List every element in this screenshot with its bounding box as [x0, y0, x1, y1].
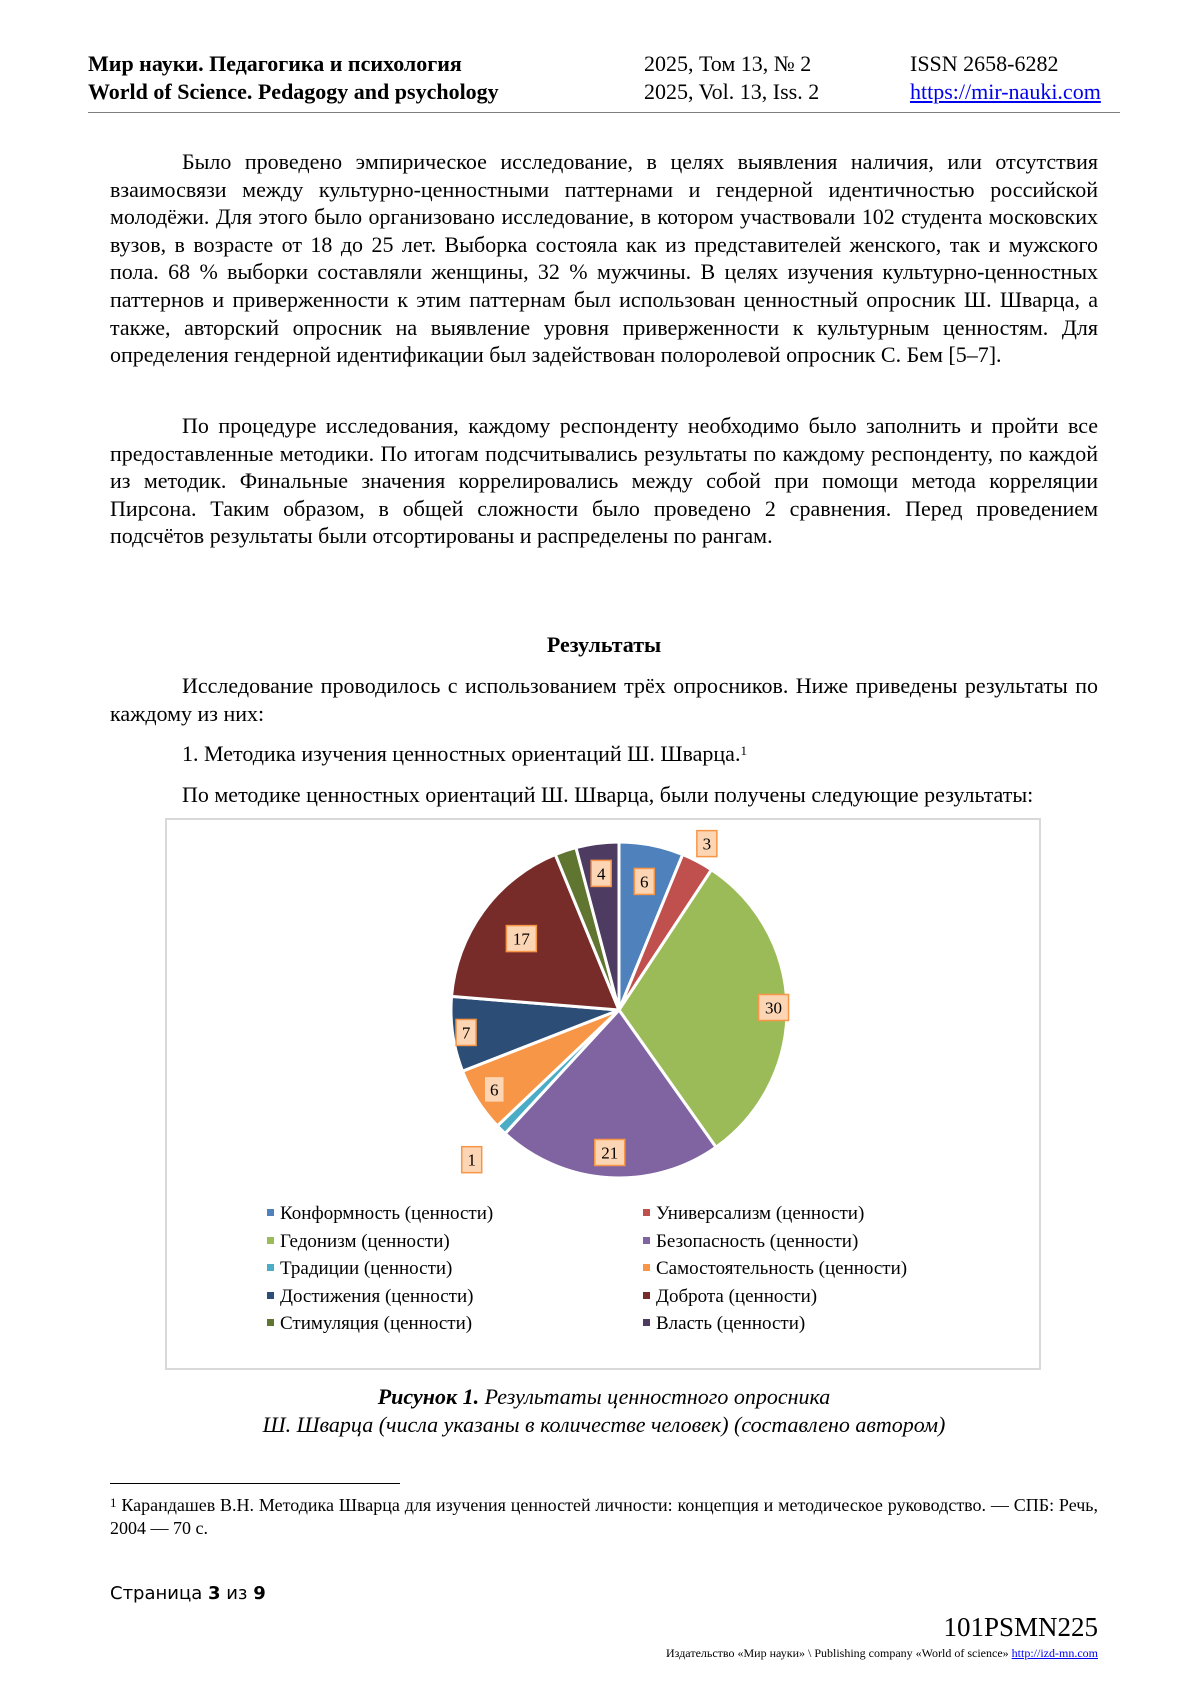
- legend-label: Власть (ценности): [656, 1313, 806, 1334]
- legend-swatch: [267, 1292, 274, 1299]
- data-label-text: 17: [512, 929, 530, 949]
- pie-data-label: [506, 926, 536, 952]
- data-label-text: 30: [765, 998, 783, 1018]
- legend-label: Стимуляция (ценности): [280, 1313, 473, 1334]
- pie-data-label: [634, 868, 654, 894]
- data-label-text: 3: [702, 834, 712, 854]
- footnote-number: 1: [110, 1495, 117, 1510]
- legend-item: [643, 1285, 817, 1309]
- legend-swatch: [267, 1264, 274, 1271]
- data-label-text: 7: [461, 1023, 471, 1043]
- pie-data-label: [456, 1019, 476, 1045]
- issue-ru: 2025, Том 13, № 2: [644, 51, 812, 76]
- legend-label: Традиции (ценности): [280, 1258, 453, 1279]
- publisher-line: [666, 1646, 1098, 1661]
- journal-title-ru: Мир науки. Педагогика и психология: [88, 51, 462, 76]
- page-number: [110, 1583, 266, 1604]
- paragraph-method: Было проведено эмпирическое исследование, в целях выявления наличия, или отсутствия взаимосвязи между культурно-ценностными паттернами и гендерной идентичностью российской молодёжи. Для этого было организовано исследование, в котором участвовали 102 студента московских вузов, в возрасте от 18 до 25 лет. Выборка состояла как из представителей женского, так и мужского пола. 68 % выборки составляли женщины, 32 % мужчины. В целях изучения культурно-ценностных паттернов и приверженности к этим паттернам был использован ценностный опросник Ш. Шварца, а также, авторский опросник на выявление уровня приверженности к культурным ценностям. Для определения гендерной идентификации был задействован полоролевой опросник С. Бем [5–7].: [110, 149, 1098, 368]
- list-item-method-1: [110, 740, 1098, 768]
- legend-item: [267, 1312, 472, 1336]
- data-label-text: 6: [640, 872, 649, 892]
- legend-item: [267, 1202, 493, 1226]
- journal-title: [88, 50, 499, 106]
- footnote-reference[interactable]: 1: [740, 743, 747, 758]
- legend-swatch: [643, 1319, 650, 1326]
- pie-data-label: [697, 831, 717, 857]
- legend-swatch: [643, 1292, 650, 1299]
- issn: ISSN 2658-6282: [910, 51, 1059, 76]
- legend-swatch: [267, 1319, 274, 1326]
- pie-data-label: [595, 1140, 625, 1166]
- legend-item: [643, 1312, 805, 1336]
- legend-swatch: [267, 1237, 274, 1244]
- article-code: 101PSMN225: [943, 1612, 1098, 1642]
- footnote-divider: [110, 1483, 400, 1484]
- figure-caption: [110, 1383, 1098, 1439]
- legend-label: Безопасность (ценности): [656, 1230, 859, 1252]
- caption-line-1: Результаты ценностного опросника: [479, 1384, 831, 1409]
- page-current: 3: [207, 1583, 221, 1604]
- legend-item: [267, 1230, 450, 1254]
- page-of: из: [220, 1583, 254, 1604]
- journal-title-en: World of Science. Pedagogy and psychology: [88, 79, 499, 104]
- legend-item: [643, 1230, 858, 1254]
- legend-label: Доброта (ценности): [656, 1285, 818, 1307]
- data-label-text: 1: [467, 1150, 476, 1170]
- legend-label: Гедонизм (ценности): [280, 1230, 450, 1252]
- legend-label: Универсализм (ценности): [656, 1203, 865, 1224]
- legend-label: Самостоятельность (ценности): [656, 1258, 908, 1279]
- list-item-text: 1. Методика изучения ценностных ориентаций Ш. Шварца.: [182, 741, 741, 766]
- legend-label: Конформность (ценности): [280, 1203, 494, 1224]
- pie-chart-frame: [165, 818, 1041, 1370]
- legend-item: [267, 1257, 452, 1281]
- legend-swatch: [643, 1237, 650, 1244]
- legend-item: [643, 1257, 907, 1281]
- pie-data-label: [462, 1147, 482, 1173]
- figure-label: Рисунок 1.: [377, 1384, 480, 1409]
- legend-swatch: [267, 1209, 274, 1216]
- journal-site-link[interactable]: https://mir-nauki.com: [910, 79, 1101, 104]
- footnote-text: Карандашев В.Н. Методика Шварца для изучения ценностей личности: концепция и методическое руководство. — СПБ: Речь, 2004 — 70 с.: [110, 1495, 1098, 1538]
- page-total: 9: [253, 1583, 266, 1604]
- pie-data-label: [591, 860, 611, 886]
- legend-swatch: [643, 1209, 650, 1216]
- publisher-text: Издательство «Мир науки» \ Publishing company «World of science»: [666, 1646, 1012, 1660]
- legend-item: [643, 1202, 864, 1226]
- publisher-link[interactable]: http://izd-mn.com: [1011, 1646, 1098, 1660]
- caption-line-2: Ш. Шварца (числа указаны в количестве человек) (составлено автором): [262, 1412, 946, 1437]
- issue-info: [644, 50, 819, 106]
- data-label-text: 4: [596, 864, 606, 884]
- pie-data-label: [759, 994, 789, 1020]
- pie-data-label: [484, 1076, 504, 1102]
- data-label-text: 21: [601, 1143, 619, 1163]
- paragraph-schwartz-results: По методике ценностных ориентаций Ш. Шварца, были получены следующие результаты:: [182, 782, 1034, 807]
- data-label-text: 6: [490, 1080, 499, 1100]
- issn-block: [910, 50, 1101, 106]
- paragraph-results-intro: Исследование проводилось с использованием трёх опросников. Ниже приведены результаты по каждому из них:: [110, 673, 1098, 726]
- paragraph-procedure: По процедуре исследования, каждому респонденту необходимо было заполнить и пройти все предоставленные методики. По итогам подсчитывались результаты по каждому респонденту, по каждой из методик. Финальные значения коррелировались между собой при помощи метода корреляции Пирсона. Таким образом, в общей сложности было проведено 2 сравнения. Перед проведением подсчётов результаты были отсортированы и распределены по рангам.: [110, 413, 1098, 549]
- legend-swatch: [643, 1264, 650, 1271]
- legend-label: Достижения (ценности): [280, 1285, 474, 1307]
- page-prefix: Страница: [110, 1583, 208, 1604]
- journal-header: [88, 50, 1120, 113]
- section-heading-results: Результаты: [546, 632, 662, 657]
- legend-item: [267, 1285, 473, 1309]
- issue-en: 2025, Vol. 13, Iss. 2: [644, 79, 820, 104]
- footnote: [110, 1494, 1098, 1540]
- pie-chart: [167, 820, 1039, 1200]
